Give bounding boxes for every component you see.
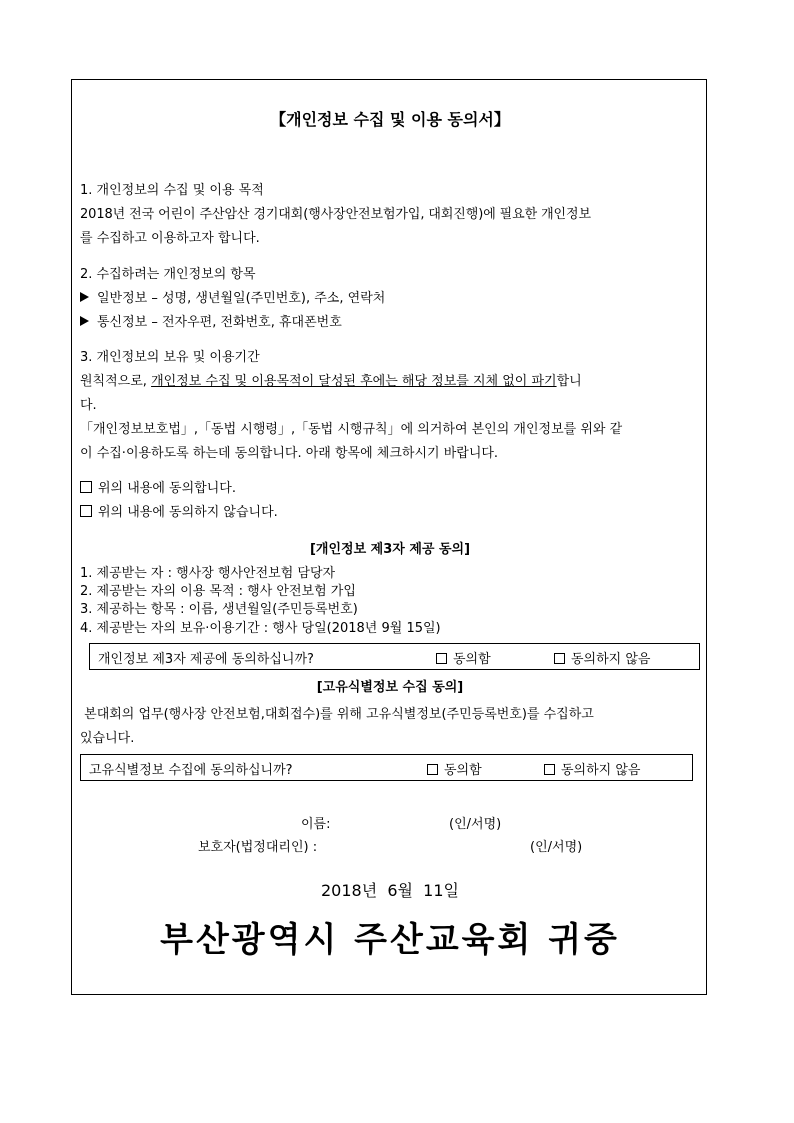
- underlined-text: 개인정보 수집 및 이용목적이 달성된 후에는 해당 정보를 지체 없이 파기: [151, 374, 557, 389]
- triangle-bullet-icon: [80, 292, 89, 302]
- list-item: 일반정보 – 성명, 생년월일(주민번호), 주소, 연락처: [80, 291, 385, 307]
- section-3-text: 원칙적으로, 개인정보 수집 및 이용목적이 달성된 후에는 해당 정보를 지체 없이 파기합니: [80, 374, 582, 389]
- list-item: 통신정보 – 전자우편, 전화번호, 휴대폰번호: [80, 315, 342, 331]
- checkbox-icon[interactable]: [436, 653, 447, 664]
- unique-id-disagree-option[interactable]: 동의하지 않음: [544, 759, 640, 778]
- disagree-option[interactable]: 위의 내용에 동의하지 않습니다.: [80, 505, 278, 521]
- checkbox-icon[interactable]: [554, 653, 565, 664]
- third-party-heading: [개인정보 제3자 제공 동의]: [309, 542, 471, 557]
- recipient: 부산광역시 주산교육회 귀중: [160, 920, 620, 960]
- third-party-agree-option[interactable]: 동의함: [436, 648, 491, 667]
- checkbox-icon[interactable]: [427, 764, 438, 775]
- unique-id-question-box: [80, 754, 693, 781]
- section-1-heading: 1. 개인정보의 수집 및 이용 목적: [80, 183, 264, 198]
- section-2-heading: 2. 수집하려는 개인정보의 항목: [80, 267, 256, 282]
- checkbox-icon[interactable]: [544, 764, 555, 775]
- unique-id-question: 고유식별정보 수집에 동의하십니까?: [89, 763, 293, 778]
- unique-id-text: 본대회의 업무(행사장 안전보험,대회접수)를 위해 고유식별정보(주민등록번호)를 수집하고: [80, 707, 594, 722]
- third-party-question: 개인정보 제3자 제공에 동의하십니까?: [98, 652, 314, 667]
- consent-form: [71, 79, 707, 995]
- guardian-label: 보호자(법정대리인) :: [198, 840, 318, 855]
- triangle-bullet-icon: [80, 316, 89, 326]
- checkbox-icon[interactable]: [80, 505, 92, 517]
- third-party-disagree-option[interactable]: 동의하지 않음: [554, 648, 650, 667]
- name-label: 이름:: [301, 817, 331, 832]
- list-item: 4. 제공받는 자의 보유·이용기간 : 행사 당일(2018년 9월 15일): [80, 621, 441, 636]
- section-3-heading: 3. 개인정보의 보유 및 이용기간: [80, 350, 260, 365]
- third-party-question-box: [89, 643, 700, 670]
- section-3-text: 「개인정보보호법」,「동법 시행령」,「동법 시행규칙」에 의거하여 본인의 개인정보를 위와 같: [80, 422, 623, 437]
- agree-option[interactable]: 위의 내용에 동의합니다.: [80, 481, 236, 497]
- document-title: 【개인정보 수집 및 이용 동의서】: [270, 110, 510, 129]
- list-item: 3. 제공하는 항목 : 이름, 생년월일(주민등록번호): [80, 602, 358, 617]
- unique-id-text: 있습니다.: [80, 731, 135, 746]
- name-signature[interactable]: (인/서명): [449, 817, 502, 832]
- section-1-text: 를 수집하고 이용하고자 합니다.: [80, 231, 260, 246]
- section-1-text: 2018년 전국 어린이 주산암산 경기대회(행사장안전보험가입, 대회진행)에 필요한 개인정보: [80, 207, 591, 222]
- list-item: 2. 제공받는 자의 이용 목적 : 행사 안전보험 가입: [80, 584, 356, 599]
- checkbox-icon[interactable]: [80, 481, 92, 493]
- document-date: 2018년 6월 11일: [321, 881, 459, 900]
- unique-id-heading: [고유식별정보 수집 동의]: [316, 680, 464, 695]
- guardian-signature[interactable]: (인/서명): [530, 840, 583, 855]
- section-3-text: 이 수집·이용하도록 하는데 동의합니다. 아래 항목에 체크하시기 바랍니다.: [80, 446, 499, 461]
- section-3-text: 다.: [80, 398, 97, 413]
- list-item: 1. 제공받는 자 : 행사장 행사안전보험 담당자: [80, 566, 336, 581]
- unique-id-agree-option[interactable]: 동의함: [427, 759, 482, 778]
